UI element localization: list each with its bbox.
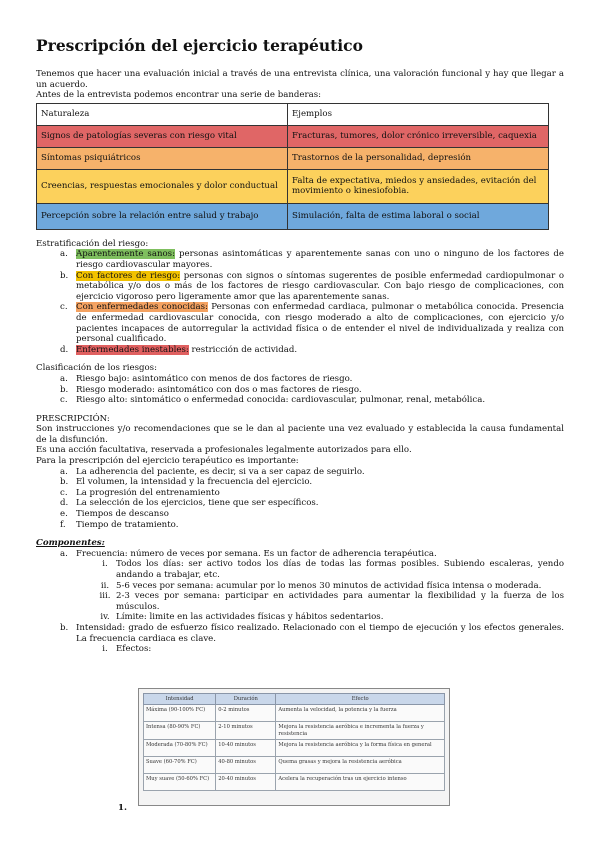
list-marker: c. — [60, 395, 68, 406]
list-item — [60, 345, 564, 356]
effects-table-row — [144, 722, 445, 740]
list-text: La adherencia del paciente, es decir, si va a ser capaz de seguirlo. — [76, 466, 365, 477]
effects-table-cell: 2-10 minutos — [216, 722, 276, 740]
list-item — [94, 612, 564, 623]
flags-header-nature: Naturaleza — [37, 103, 288, 125]
list-marker: a. — [60, 249, 68, 260]
list-text — [76, 345, 564, 356]
effects-table-cell: Moderada (70-80% FC) — [144, 740, 216, 757]
effects-table-cell: Máxima (90-100% FC) — [144, 705, 216, 722]
list-marker: e. — [60, 509, 68, 520]
classif-list — [60, 374, 564, 406]
list-item — [60, 395, 564, 406]
flag-examples-cell: Fracturas, tumores, dolor crónico irreversible, caquexia — [288, 125, 549, 147]
list-item — [60, 467, 564, 478]
list-item — [60, 249, 564, 270]
list-marker: iv. — [100, 612, 110, 623]
list-marker: a. — [60, 466, 68, 477]
components-heading: Componentes: — [36, 538, 105, 549]
document-page — [36, 36, 564, 655]
term-description: personas con signos o síntomas sugerentes de posible enfermedad cardiopulmonar o metabólica y/o dos o más de los factores de riesgo cardiovascular. Con bajo riesgo de complicaciones, con ejercicio vigoroso pero ligeramente amor que las aparentemente sanas. — [76, 270, 565, 302]
list-item — [60, 385, 564, 396]
page-title: Prescripción del ejercicio terapéutico — [36, 36, 363, 55]
list-marker: f. — [60, 519, 66, 530]
list-item — [94, 581, 564, 592]
presc-list — [60, 467, 564, 531]
list-text — [76, 249, 564, 270]
flags-table-row — [37, 203, 549, 229]
list-text: La progresión del entrenamiento — [76, 487, 220, 498]
list-text: El volumen, la intensidad y la frecuencia del ejercicio. — [76, 477, 313, 488]
effects-table-cell: Intensa (80-90% FC) — [144, 722, 216, 740]
classif-heading: Clasificación de los riesgos: — [36, 363, 157, 374]
flags-table-row — [37, 125, 549, 147]
list-text — [76, 302, 564, 344]
list-marker: iii. — [99, 591, 111, 602]
flag-nature-cell: Síntomas psiquiátricos — [37, 147, 288, 169]
list-marker: a. — [60, 548, 68, 559]
effects-table-cell: Suave (60-70% FC) — [144, 757, 216, 774]
list-item — [94, 559, 564, 580]
effects-table-cell: Mejora la resistencia aeróbica y la forma física en general — [276, 740, 445, 757]
flags-table-row — [37, 147, 549, 169]
effects-table-cell: 0-2 minutos — [216, 705, 276, 722]
list-text: 2-3 veces por semana: participar en actividades para aumentar la flexibilidad y la fuerza de los músculos. — [116, 591, 564, 612]
effects-table-row — [144, 705, 445, 722]
strat-heading: Estratificación del riesgo: — [36, 238, 149, 249]
effects-table-row — [144, 757, 445, 774]
list-text: Intensidad: grado de esfuerzo físico realizado. Relacionado con el tiempo de ejecución y los efectos generales. La frecuencia cardiaca es clave. — [76, 622, 564, 644]
effects-table-cell: 20-40 minutos — [216, 774, 276, 791]
highlighted-term: Con factores de riesgo: — [76, 270, 181, 281]
flag-examples-cell: Simulación, falta de estima laboral o social — [288, 203, 549, 229]
list-item — [60, 549, 564, 560]
term-description: restricción de actividad. — [188, 344, 298, 355]
list-item — [60, 477, 564, 488]
list-marker: b. — [60, 477, 69, 488]
flags-table — [36, 103, 549, 230]
term-description: personas asintomáticas y aparentemente sanas con uno o ninguno de los factores de riesgo cardiovascular mayores. — [76, 249, 565, 270]
effects-table-row — [144, 740, 445, 757]
list-marker: a. — [60, 373, 68, 384]
list-text: Límite: limite en las actividades físicas y hábitos sedentarios. — [116, 612, 384, 623]
effects-table-cell: Quema grasas y mejora la resistencia aeróbica — [276, 757, 445, 774]
effects-header-effect: Efecto — [276, 694, 445, 705]
flags-header-examples: Ejemplos — [288, 103, 549, 125]
frequency-list — [94, 559, 564, 623]
list-item — [60, 623, 564, 644]
list-text: Efectos: — [116, 644, 152, 655]
list-marker: d. — [60, 498, 69, 509]
effects-table-image — [138, 688, 450, 806]
list-item — [60, 509, 564, 520]
strat-list — [60, 249, 564, 355]
flags-table-row — [37, 169, 549, 203]
list-item — [94, 591, 564, 612]
flag-nature-cell: Creencias, respuestas emocionales y dolor conductual — [37, 169, 288, 203]
list-text: Frecuencia: número de veces por semana. Es un factor de adherencia terapéutica. — [76, 548, 437, 559]
list-text: Riesgo moderado: asintomático con dos o mas factores de riesgo. — [76, 384, 362, 395]
list-text: Todos los días: ser activo todos los días de todas las formas posibles. Subiendo escaleras, yendo andando a trabajar, etc. — [116, 559, 564, 580]
flag-nature-cell: Percepción sobre la relación entre salud y trabajo — [37, 203, 288, 229]
list-marker: b. — [60, 622, 69, 633]
effects-header-duration: Duración — [216, 694, 276, 705]
presc-paragraph-3: Para la prescripción del ejercicio terapéutico es importante: — [36, 456, 299, 467]
effects-table-cell: Acelera la recuperación tras un ejercicio intenso — [276, 774, 445, 791]
list-marker: i. — [102, 559, 108, 570]
effects-table-cell: 40-80 minutos — [216, 757, 276, 774]
list-marker: c. — [60, 487, 68, 498]
list-item — [60, 374, 564, 385]
list-text: Riesgo bajo: asintomático con menos de dos factores de riesgo. — [76, 373, 353, 384]
highlighted-term: Enfermedades inestables: — [76, 344, 189, 355]
list-item — [60, 302, 564, 344]
list-item — [60, 488, 564, 499]
flag-examples-cell: Trastornos de la personalidad, depresión — [288, 147, 549, 169]
effects-table-cell: Muy suave (50-60% FC) — [144, 774, 216, 791]
highlighted-term: Con enfermedades conocidas: — [76, 302, 208, 313]
list-marker: c. — [60, 302, 68, 313]
effects-table — [143, 693, 445, 791]
list-item — [94, 644, 564, 655]
effects-table-row — [144, 774, 445, 791]
effects-table-cell: Aumenta la velocidad, la potencia y la fuerza — [276, 705, 445, 722]
flag-nature-cell: Signos de patologías severas con riesgo vital — [37, 125, 288, 147]
effects-table-cell: Mejora la resistencia aeróbica e incrementa la fuerza y resistencia — [276, 722, 445, 740]
components-list — [60, 549, 564, 560]
list-text: Tiempos de descanso — [76, 509, 169, 520]
list-marker: i. — [102, 644, 108, 655]
effects-table-cell: 10-40 minutos — [216, 740, 276, 757]
list-text — [76, 271, 564, 303]
list-text: La selección de los ejercicios, tiene que ser específicos. — [76, 498, 319, 509]
presc-heading: PRESCRIPCIÓN: — [36, 413, 110, 424]
presc-paragraph-1: Son instrucciones y/o recomendaciones que se le dan al paciente una vez evaluado y establecida la causa fundamental de la disfunción. — [36, 424, 564, 445]
list-marker: ii. — [100, 580, 110, 591]
list-marker: b. — [60, 270, 69, 281]
effects-header-intensity: Intensidad — [144, 694, 216, 705]
intro-paragraph-1: Tenemos que hacer una evaluación inicial a través de una entrevista clínica, una valoración funcional y hay que llegar a un acuerdo. — [36, 69, 564, 90]
list-item — [60, 520, 564, 531]
list-marker: d. — [60, 344, 69, 355]
intro-paragraph-2: Antes de la entrevista podemos encontrar una serie de banderas: — [36, 90, 322, 101]
list-text: Riesgo alto: sintomático o enfermedad conocida: cardiovascular, pulmonar, renal, metabólica. — [76, 395, 486, 406]
list-text: 5-6 veces por semana: acumular por lo menos 30 minutos de actividad física intensa o moderada. — [116, 580, 542, 591]
components-list-b — [60, 623, 564, 644]
list-item — [60, 271, 564, 303]
list-item — [60, 498, 564, 509]
effects-label-list — [94, 644, 564, 655]
list-text: Tiempo de tratamiento. — [76, 519, 179, 530]
presc-paragraph-2: Es una acción facultativa, reservada a profesionales legalmente autorizados para ello. — [36, 445, 412, 456]
flags-table-header — [37, 103, 549, 125]
term-description: Personas con enfermedad cardiaca, pulmonar o metabólica conocida. Presencia de enfermedad cardiovascular conocida, con riesgo moderado a alto de complicaciones, con ejercicio y/o pacientes incapaces de autorregular la actividad física o de entender el nivel de individualizada y realiza con personal cualificado. — [76, 302, 564, 345]
list-marker-1: 1. — [118, 803, 127, 813]
highlighted-term: Aparentemente sanos: — [76, 249, 175, 260]
flag-examples-cell: Falta de expectativa, miedos y ansiedades, evitación del movimiento o kinesiofobia. — [288, 169, 549, 203]
list-marker: b. — [60, 384, 69, 395]
